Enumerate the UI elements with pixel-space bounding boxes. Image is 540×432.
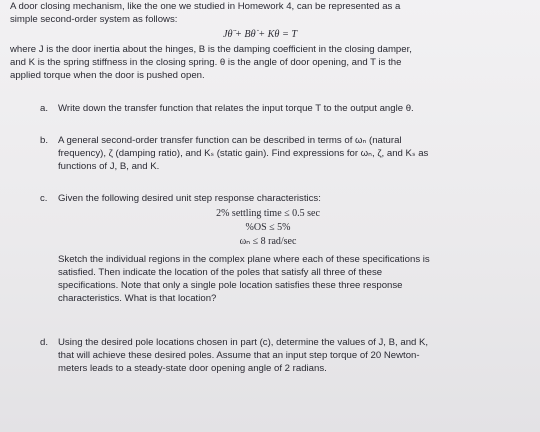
- intro-line-2: simple second-order system as follows:: [10, 14, 178, 25]
- part-d-line-3: meters leads to a steady-state door opening angle of 2 radians.: [58, 363, 327, 374]
- part-b-label: b.: [40, 135, 49, 146]
- part-c-line-1: Sketch the individual regions in the complex plane where each of these specifications is: [58, 254, 430, 265]
- part-d-line-2: that will achieve these desired poles. Assume that an input step torque of 20 Newton-: [58, 350, 420, 361]
- part-d-label: d.: [40, 337, 49, 348]
- spec-overshoot: %OS ≤ 5%: [245, 222, 291, 233]
- part-b-line-1: A general second-order transfer function can be described in terms of ωₙ (natural: [58, 135, 402, 146]
- intro-line-1: A door closing mechanism, like the one we studied in Homework 4, can be represented as a: [10, 1, 401, 12]
- part-c-intro: Given the following desired unit step response characteristics:: [58, 193, 321, 204]
- part-c-line-4: characteristics. What is that location?: [58, 293, 217, 304]
- intro-desc-1: where J is the door inertia about the hinges, B is the damping coefficient in the closing damper,: [10, 44, 412, 55]
- part-c-line-2: satisfied. Then indicate the location of the poles that satisfy all three of these: [58, 267, 383, 278]
- part-b-line-3: functions of J, B, and K.: [58, 161, 160, 172]
- spec-natural-frequency: ωₙ ≤ 8 rad/sec: [239, 236, 297, 247]
- part-a-label: a.: [40, 103, 49, 114]
- intro-desc-3: applied torque when the door is pushed open.: [10, 70, 205, 81]
- part-c-line-3: specifications. Note that only a single pole location satisfies these three response: [58, 280, 403, 291]
- part-b-line-2: frequency), ζ (damping ratio), and Kₛ (static gain). Find expressions for ωₙ, ζ, and Kₛ as: [58, 148, 429, 159]
- part-d-line-1: Using the desired pole locations chosen in part (c), determine the values of J, B, and K,: [58, 337, 429, 348]
- governing-equation: Jθ̈ + Bθ̇ + Kθ = T: [222, 29, 298, 40]
- spec-settling-time: 2% settling time ≤ 0.5 sec: [216, 208, 320, 219]
- part-a-text: Write down the transfer function that relates the input torque T to the output angle θ.: [58, 103, 414, 114]
- part-c-label: c.: [40, 193, 48, 204]
- intro-desc-2: and K is the spring stiffness in the closing spring. θ is the angle of door opening, and T is the: [10, 57, 402, 68]
